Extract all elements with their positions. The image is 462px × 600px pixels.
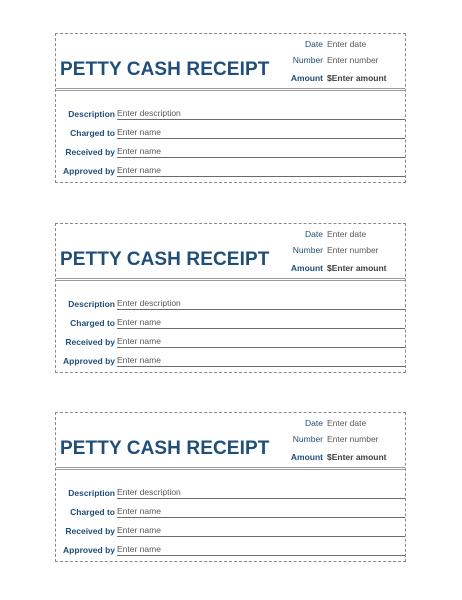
approved-by-field[interactable]: Enter name [117,164,405,177]
description-field[interactable]: Enter description [117,297,405,310]
description-row [56,101,405,120]
number-field[interactable]: Enter number [327,434,379,444]
amount-row [271,450,401,465]
charged-to-row [56,499,405,518]
number-field[interactable]: Enter number [327,245,379,255]
date-label: Date [305,229,323,239]
description-label: Description [68,299,115,309]
amount-label: Amount [290,452,323,462]
receipt-title: PETTY CASH RECEIPT [60,438,270,459]
description-field[interactable]: Enter description [117,486,405,499]
date-field[interactable]: Enter date [327,39,367,49]
description-row [56,480,405,499]
receipt-title: PETTY CASH RECEIPT [60,59,270,80]
petty-cash-receipt-2 [55,223,406,373]
received-by-field[interactable]: Enter name [117,335,405,348]
charged-to-row [56,310,405,329]
date-field[interactable]: Enter date [327,418,367,428]
date-label: Date [305,39,323,49]
description-row [56,291,405,310]
receipt-fields [56,291,405,367]
received-by-label: Received by [65,526,115,536]
charged-to-field[interactable]: Enter name [117,505,405,518]
received-by-field[interactable]: Enter name [117,145,405,158]
receipt-meta [271,416,401,466]
amount-row [271,71,401,86]
charged-to-field[interactable]: Enter name [117,126,405,139]
receipt-fields [56,101,405,177]
amount-row [271,261,401,276]
received-by-row [56,329,405,348]
received-by-label: Received by [65,337,115,347]
charged-to-label: Charged to [70,128,115,138]
receipt-meta [271,227,401,277]
date-row [271,416,401,431]
header-divider [56,278,405,281]
number-field[interactable]: Enter number [327,55,379,65]
amount-label: Amount [290,263,323,273]
approved-by-label: Approved by [63,356,115,366]
amount-field[interactable]: $Enter amount [327,452,387,462]
approved-by-row [56,158,405,177]
petty-cash-receipt-1 [55,33,406,183]
approved-by-label: Approved by [63,166,115,176]
description-field[interactable]: Enter description [117,107,405,120]
amount-field[interactable]: $Enter amount [327,73,387,83]
approved-by-field[interactable]: Enter name [117,354,405,367]
approved-by-row [56,537,405,556]
received-by-row [56,518,405,537]
approved-by-row [56,348,405,367]
description-label: Description [68,488,115,498]
number-label: Number [292,55,323,65]
date-field[interactable]: Enter date [327,229,367,239]
number-row [271,432,401,447]
charged-to-row [56,120,405,139]
charged-to-field[interactable]: Enter name [117,316,405,329]
number-label: Number [292,245,323,255]
charged-to-label: Charged to [70,318,115,328]
approved-by-label: Approved by [63,545,115,555]
date-row [271,37,401,52]
receipt-meta [271,37,401,87]
approved-by-field[interactable]: Enter name [117,543,405,556]
amount-label: Amount [290,73,323,83]
charged-to-label: Charged to [70,507,115,517]
petty-cash-receipt-3 [55,412,406,562]
received-by-field[interactable]: Enter name [117,524,405,537]
header-divider [56,467,405,470]
received-by-label: Received by [65,147,115,157]
description-label: Description [68,109,115,119]
received-by-row [56,139,405,158]
receipt-fields [56,480,405,556]
amount-field[interactable]: $Enter amount [327,263,387,273]
date-label: Date [305,418,323,428]
number-row [271,53,401,68]
receipt-title: PETTY CASH RECEIPT [60,249,270,270]
number-row [271,243,401,258]
number-label: Number [292,434,323,444]
date-row [271,227,401,242]
header-divider [56,88,405,91]
